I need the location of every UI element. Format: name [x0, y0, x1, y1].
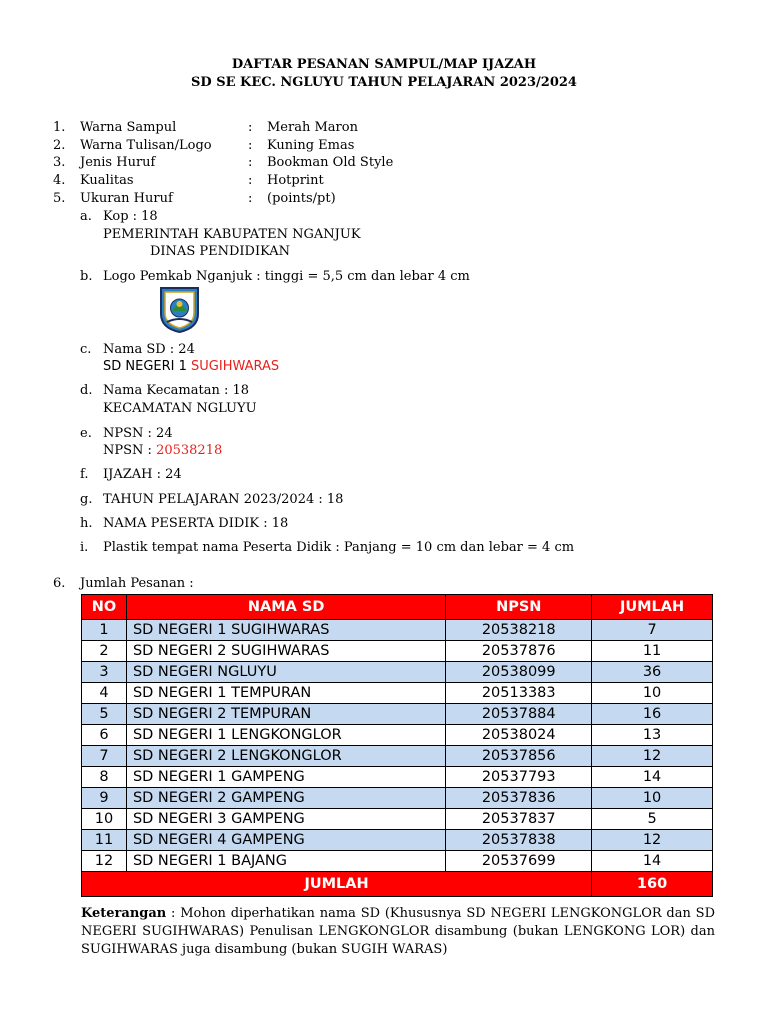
school-highlight: SUGIHWARAS	[191, 359, 280, 374]
table-row	[82, 662, 713, 683]
item-text: Nama Kecamatan : 18	[103, 383, 250, 398]
total-label: JUMLAH	[82, 872, 592, 897]
row-name: SD NEGERI 2 GAMPENG	[126, 788, 445, 809]
row-jumlah: 13	[592, 725, 713, 746]
item-letter: g.	[80, 492, 93, 507]
table-row	[82, 809, 713, 830]
row-no: 2	[82, 641, 127, 662]
row-no: 9	[82, 788, 127, 809]
row-jumlah: 16	[592, 704, 713, 725]
row-jumlah: 12	[592, 830, 713, 851]
row-npsn: 20538218	[446, 620, 592, 641]
item-detail	[103, 442, 222, 459]
row-jumlah: 7	[592, 620, 713, 641]
spec-separator: :	[248, 155, 253, 170]
row-jumlah: 11	[592, 641, 713, 662]
row-no: 7	[82, 746, 127, 767]
pemkab-nganjuk-logo-icon	[157, 284, 202, 334]
row-npsn: 20537876	[446, 641, 592, 662]
row-no: 12	[82, 851, 127, 872]
row-jumlah: 14	[592, 767, 713, 788]
table-row	[82, 788, 713, 809]
row-npsn: 20537837	[446, 809, 592, 830]
order-number: 6.	[53, 576, 66, 591]
table-row	[82, 767, 713, 788]
item-detail	[103, 358, 279, 375]
spec-value: Hotprint	[267, 173, 324, 188]
row-name: SD NEGERI 1 LENGKONGLOR	[126, 725, 445, 746]
row-npsn: 20537699	[446, 851, 592, 872]
header-npsn: NPSN	[446, 595, 592, 620]
item-letter: h.	[80, 516, 93, 531]
spec-label: Kualitas	[80, 173, 134, 188]
row-npsn: 20537838	[446, 830, 592, 851]
item-letter: d.	[80, 383, 93, 398]
row-name: SD NEGERI 3 GAMPENG	[126, 809, 445, 830]
item-letter: c.	[80, 342, 92, 357]
row-npsn: 20537856	[446, 746, 592, 767]
row-npsn: 20538024	[446, 725, 592, 746]
row-no: 10	[82, 809, 127, 830]
row-jumlah: 10	[592, 788, 713, 809]
npsn-highlight: 20538218	[156, 443, 223, 458]
row-no: 6	[82, 725, 127, 746]
item-detail: KECAMATAN NGLUYU	[103, 401, 257, 416]
spec-label: Warna Tulisan/Logo	[80, 138, 212, 153]
row-no: 3	[82, 662, 127, 683]
spec-label: Jenis Huruf	[80, 155, 156, 170]
item-letter: b.	[80, 269, 93, 284]
spec-number: 1.	[53, 120, 66, 135]
row-name: SD NEGERI 2 TEMPURAN	[126, 704, 445, 725]
row-name: SD NEGERI 4 GAMPENG	[126, 830, 445, 851]
item-text: TAHUN PELAJARAN 2023/2024 : 18	[103, 492, 344, 507]
document-subtitle: SD SE KEC. NGLUYU TAHUN PELAJARAN 2023/2024	[191, 75, 577, 90]
row-npsn: 20537884	[446, 704, 592, 725]
document-title: DAFTAR PESANAN SAMPUL/MAP IJAZAH	[231, 57, 537, 72]
note-text: : Mohon diperhatikan nama SD (Khususnya SD NEGERI LENGKONGLOR dan SD NEGERI SUGIHWARAS) Penulisan LENGKONGLOR disambung (bukan LENGKONG LOR) dan SUGIHWARAS juga disambung (bukan SUGIH WARAS)	[81, 906, 715, 957]
note-paragraph	[81, 905, 715, 959]
spec-value: (points/pt)	[267, 191, 336, 206]
table-header-row	[82, 595, 713, 620]
item-text: NAMA PESERTA DIDIK : 18	[103, 516, 289, 531]
row-name: SD NEGERI 2 SUGIHWARAS	[126, 641, 445, 662]
row-no: 8	[82, 767, 127, 788]
table-row	[82, 641, 713, 662]
header-no: NO	[82, 595, 127, 620]
item-letter: e.	[80, 426, 92, 441]
item-text: NPSN : 24	[103, 426, 173, 441]
item-text: Logo Pemkab Nganjuk : tinggi = 5,5 cm dan lebar 4 cm	[103, 269, 470, 284]
spec-number: 3.	[53, 155, 66, 170]
spec-value: Merah Maron	[267, 120, 358, 135]
item-detail: DINAS PENDIDIKAN	[150, 244, 291, 259]
order-heading: Jumlah Pesanan :	[80, 576, 194, 591]
table-total-row	[82, 872, 713, 897]
spec-number: 5.	[53, 191, 66, 206]
spec-number: 4.	[53, 173, 66, 188]
total-value: 160	[592, 872, 713, 897]
spec-separator: :	[248, 138, 253, 153]
item-letter: i.	[80, 540, 89, 555]
header-name: NAMA SD	[126, 595, 445, 620]
row-npsn: 20538099	[446, 662, 592, 683]
item-text: Nama SD : 24	[103, 342, 195, 357]
row-jumlah: 10	[592, 683, 713, 704]
table-row	[82, 851, 713, 872]
spec-separator: :	[248, 173, 253, 188]
table-row	[82, 830, 713, 851]
row-no: 5	[82, 704, 127, 725]
spec-value: Bookman Old Style	[267, 155, 394, 170]
row-jumlah: 14	[592, 851, 713, 872]
row-name: SD NEGERI NGLUYU	[126, 662, 445, 683]
spec-label: Ukuran Huruf	[80, 191, 173, 206]
row-name: SD NEGERI 1 TEMPURAN	[126, 683, 445, 704]
item-text: Kop : 18	[103, 209, 158, 224]
header-jumlah: JUMLAH	[592, 595, 713, 620]
table-row	[82, 725, 713, 746]
row-npsn: 20537836	[446, 788, 592, 809]
npsn-prefix: NPSN :	[103, 443, 157, 458]
item-text: Plastik tempat nama Peserta Didik : Panjang = 10 cm dan lebar = 4 cm	[103, 540, 575, 555]
row-npsn: 20537793	[446, 767, 592, 788]
row-no: 1	[82, 620, 127, 641]
table-row	[82, 704, 713, 725]
row-name: SD NEGERI 1 BAJANG	[126, 851, 445, 872]
spec-number: 2.	[53, 138, 66, 153]
item-letter: f.	[80, 467, 89, 482]
note-label: Keterangan	[81, 906, 167, 921]
table-row	[82, 683, 713, 704]
item-detail: PEMERINTAH KABUPATEN NGANJUK	[103, 227, 361, 242]
row-jumlah: 12	[592, 746, 713, 767]
row-jumlah: 36	[592, 662, 713, 683]
spec-label: Warna Sampul	[80, 120, 177, 135]
table-row	[82, 620, 713, 641]
spec-value: Kuning Emas	[267, 138, 355, 153]
school-prefix: SD NEGERI 1	[103, 359, 192, 374]
row-no: 4	[82, 683, 127, 704]
row-npsn: 20513383	[446, 683, 592, 704]
row-jumlah: 5	[592, 809, 713, 830]
spec-separator: :	[248, 191, 253, 206]
row-name: SD NEGERI 1 SUGIHWARAS	[126, 620, 445, 641]
row-name: SD NEGERI 2 LENGKONGLOR	[126, 746, 445, 767]
row-name: SD NEGERI 1 GAMPENG	[126, 767, 445, 788]
row-no: 11	[82, 830, 127, 851]
item-letter: a.	[80, 209, 92, 224]
table-row	[82, 746, 713, 767]
order-table	[81, 594, 713, 897]
item-text: IJAZAH : 24	[103, 467, 182, 482]
spec-separator: :	[248, 120, 253, 135]
